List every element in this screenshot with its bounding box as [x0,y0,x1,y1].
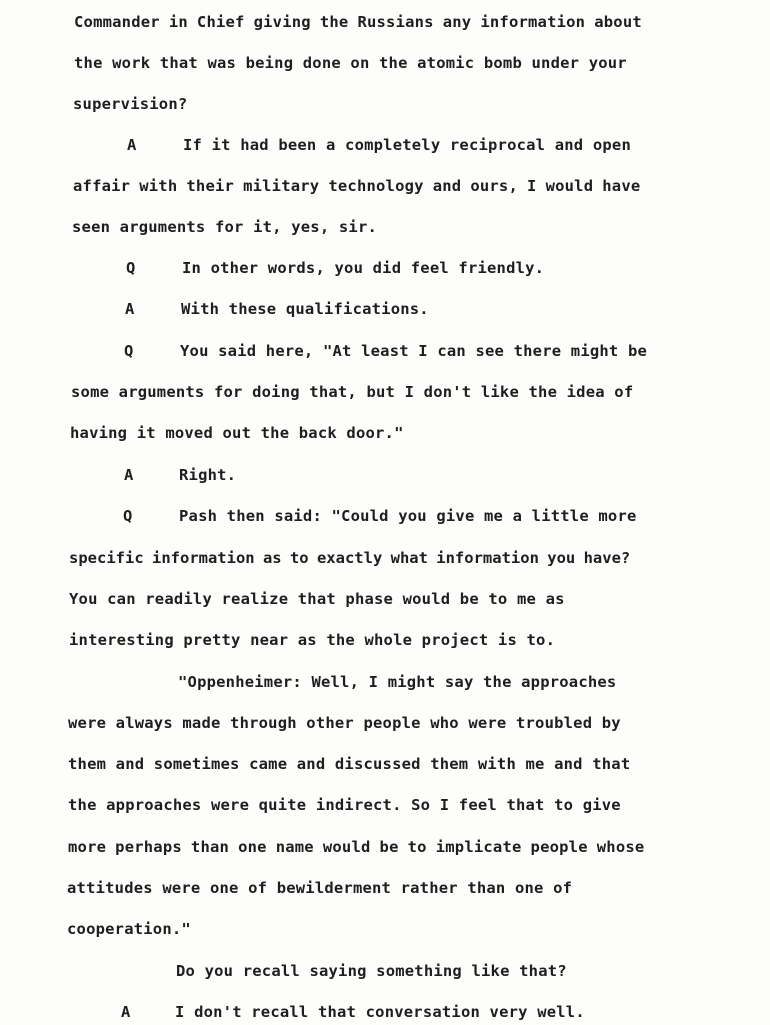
text-line-12: Right. [179,466,237,484]
text-line-17: "Oppenheimer: Well, I might say the approaches [178,673,617,691]
speaker-label: A [124,466,134,484]
speaker-label: A [127,136,137,154]
text-line-8: With these qualifications. [181,300,429,318]
text-line-22: attitudes were one of bewilderment rather than one of [67,879,573,897]
text-line-4: If it had been a completely reciprocal and open [183,136,631,154]
text-line-25: I don't recall that conversation very well. [175,1003,585,1021]
text-line-14: specific information as to exactly what information you have? [69,549,631,567]
text-line-15: You can readily realize that phase would be to me as [69,590,565,608]
speaker-label: Q [123,507,133,525]
text-line-21: more perhaps than one name would be to implicate people whose [68,838,645,856]
text-line-7: In other words, you did feel friendly. [182,259,545,277]
text-line-13: Pash then said: "Could you give me a little more [179,507,637,525]
text-line-11: having it moved out the back door." [70,424,404,442]
text-line-3: supervision? [73,95,188,113]
text-line-18: were always made through other people who were troubled by [68,714,621,732]
text-line-10: some arguments for doing that, but I don't like the idea of [71,383,634,401]
text-line-1: Commander in Chief giving the Russians any information about [74,13,642,31]
text-line-23: cooperation." [67,920,191,938]
text-line-9: You said here, "At least I can see there might be [180,342,648,360]
speaker-label: Q [126,259,136,277]
text-line-19: them and sometimes came and discussed them with me and that [68,755,631,773]
text-line-5: affair with their military technology and ours, I would have [73,177,641,195]
text-line-20: the approaches were quite indirect. So I feel that to give [68,796,621,814]
text-line-16: interesting pretty near as the whole project is to. [69,631,556,649]
text-line-24: Do you recall saying something like that? [176,962,567,980]
speaker-label: A [121,1003,131,1021]
text-line-6: seen arguments for it, yes, sir. [72,218,378,236]
text-line-2: the work that was being done on the atomic bomb under your [74,54,627,72]
speaker-label: Q [124,342,134,360]
speaker-label: A [125,300,135,318]
